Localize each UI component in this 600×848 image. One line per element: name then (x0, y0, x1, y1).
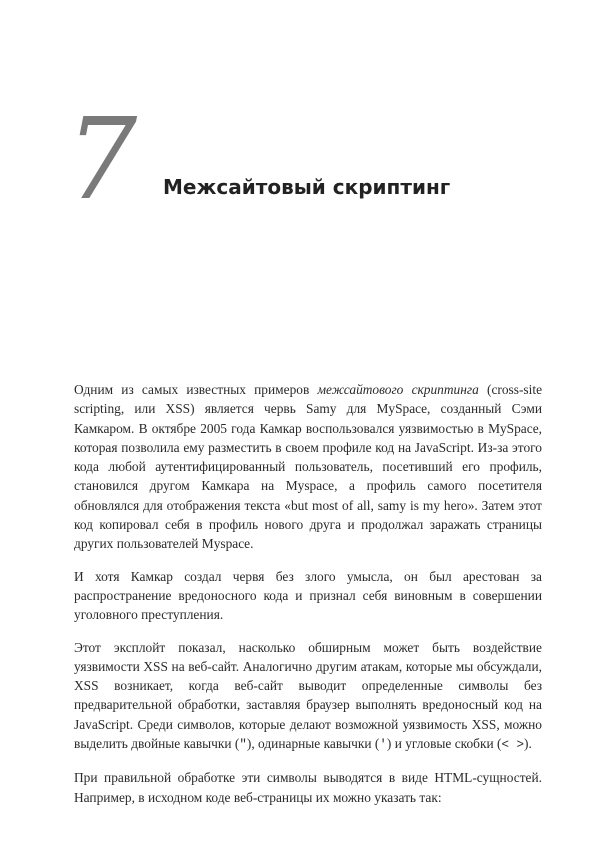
paragraph-3-text-b: ), одинарные кавычки ( (246, 736, 380, 752)
paragraph-4: При правильной обработке эти символы выводятся в виде HTML-сущностей. Например, в исходном коде веб-страницы их можно указать так: (74, 770, 542, 805)
body-text (74, 380, 542, 820)
paragraph-1-text-b: (cross-site scripting, или XSS) является червь Samy для MySpace, созданный Сэми Камкаром. В октябре 2005 года Камкар воспользовался уязвимостью в MySpace, которая позволила ему разместить в своем профиле код на JavaScript. Из-за этого кода любой аутентифицированный пользователь, посетивший его профиль, становился другом Камкара на Myspace, а профиль самого посетителя обновлялся для отображения текста «but most of all, samy is my hero». Затем этот код копировал себя в профиль нового друга и продолжал заражать страницы других пользователей Myspace. (74, 382, 543, 552)
paragraph-2: И хотя Камкар создал червя без злого умысла, он был арестован за распространение вредоносного кода и признал себя виновным в совершении уголовного преступления. (74, 568, 542, 623)
chapter-title: Межсайтовый скриптинг (163, 175, 451, 199)
paragraph-3-text-a: Этот эксплойт показал, насколько обширным может быть воздействие уязвимости XSS на веб-сайт. Аналогично другим атакам, которые мы обсуждали, XSS возникает, когда веб-сайт выводит определенные символы без предварительной обработки, заставляя браузер выполнять вредоносный код на JavaScript. Среди символов, которые делают возможной уязвимость XSS, можно выделить двойные кавычки ( (74, 639, 542, 752)
paragraph-3 (74, 638, 542, 756)
paragraph-3-text-d: ). (523, 736, 532, 752)
angle-brackets-code: < > (501, 738, 524, 753)
paragraph-3-text-c: ) и угловые скобки ( (386, 736, 502, 752)
chapter-number: 7 (66, 95, 138, 225)
paragraph-1-emphasis: межсайтового скриптинга (317, 382, 479, 397)
single-quote-code: ' (379, 738, 387, 753)
double-quote-code: " (239, 738, 247, 753)
paragraph-1-text-a: Одним из самых известных примеров (74, 382, 318, 397)
paragraph-1 (74, 380, 542, 554)
